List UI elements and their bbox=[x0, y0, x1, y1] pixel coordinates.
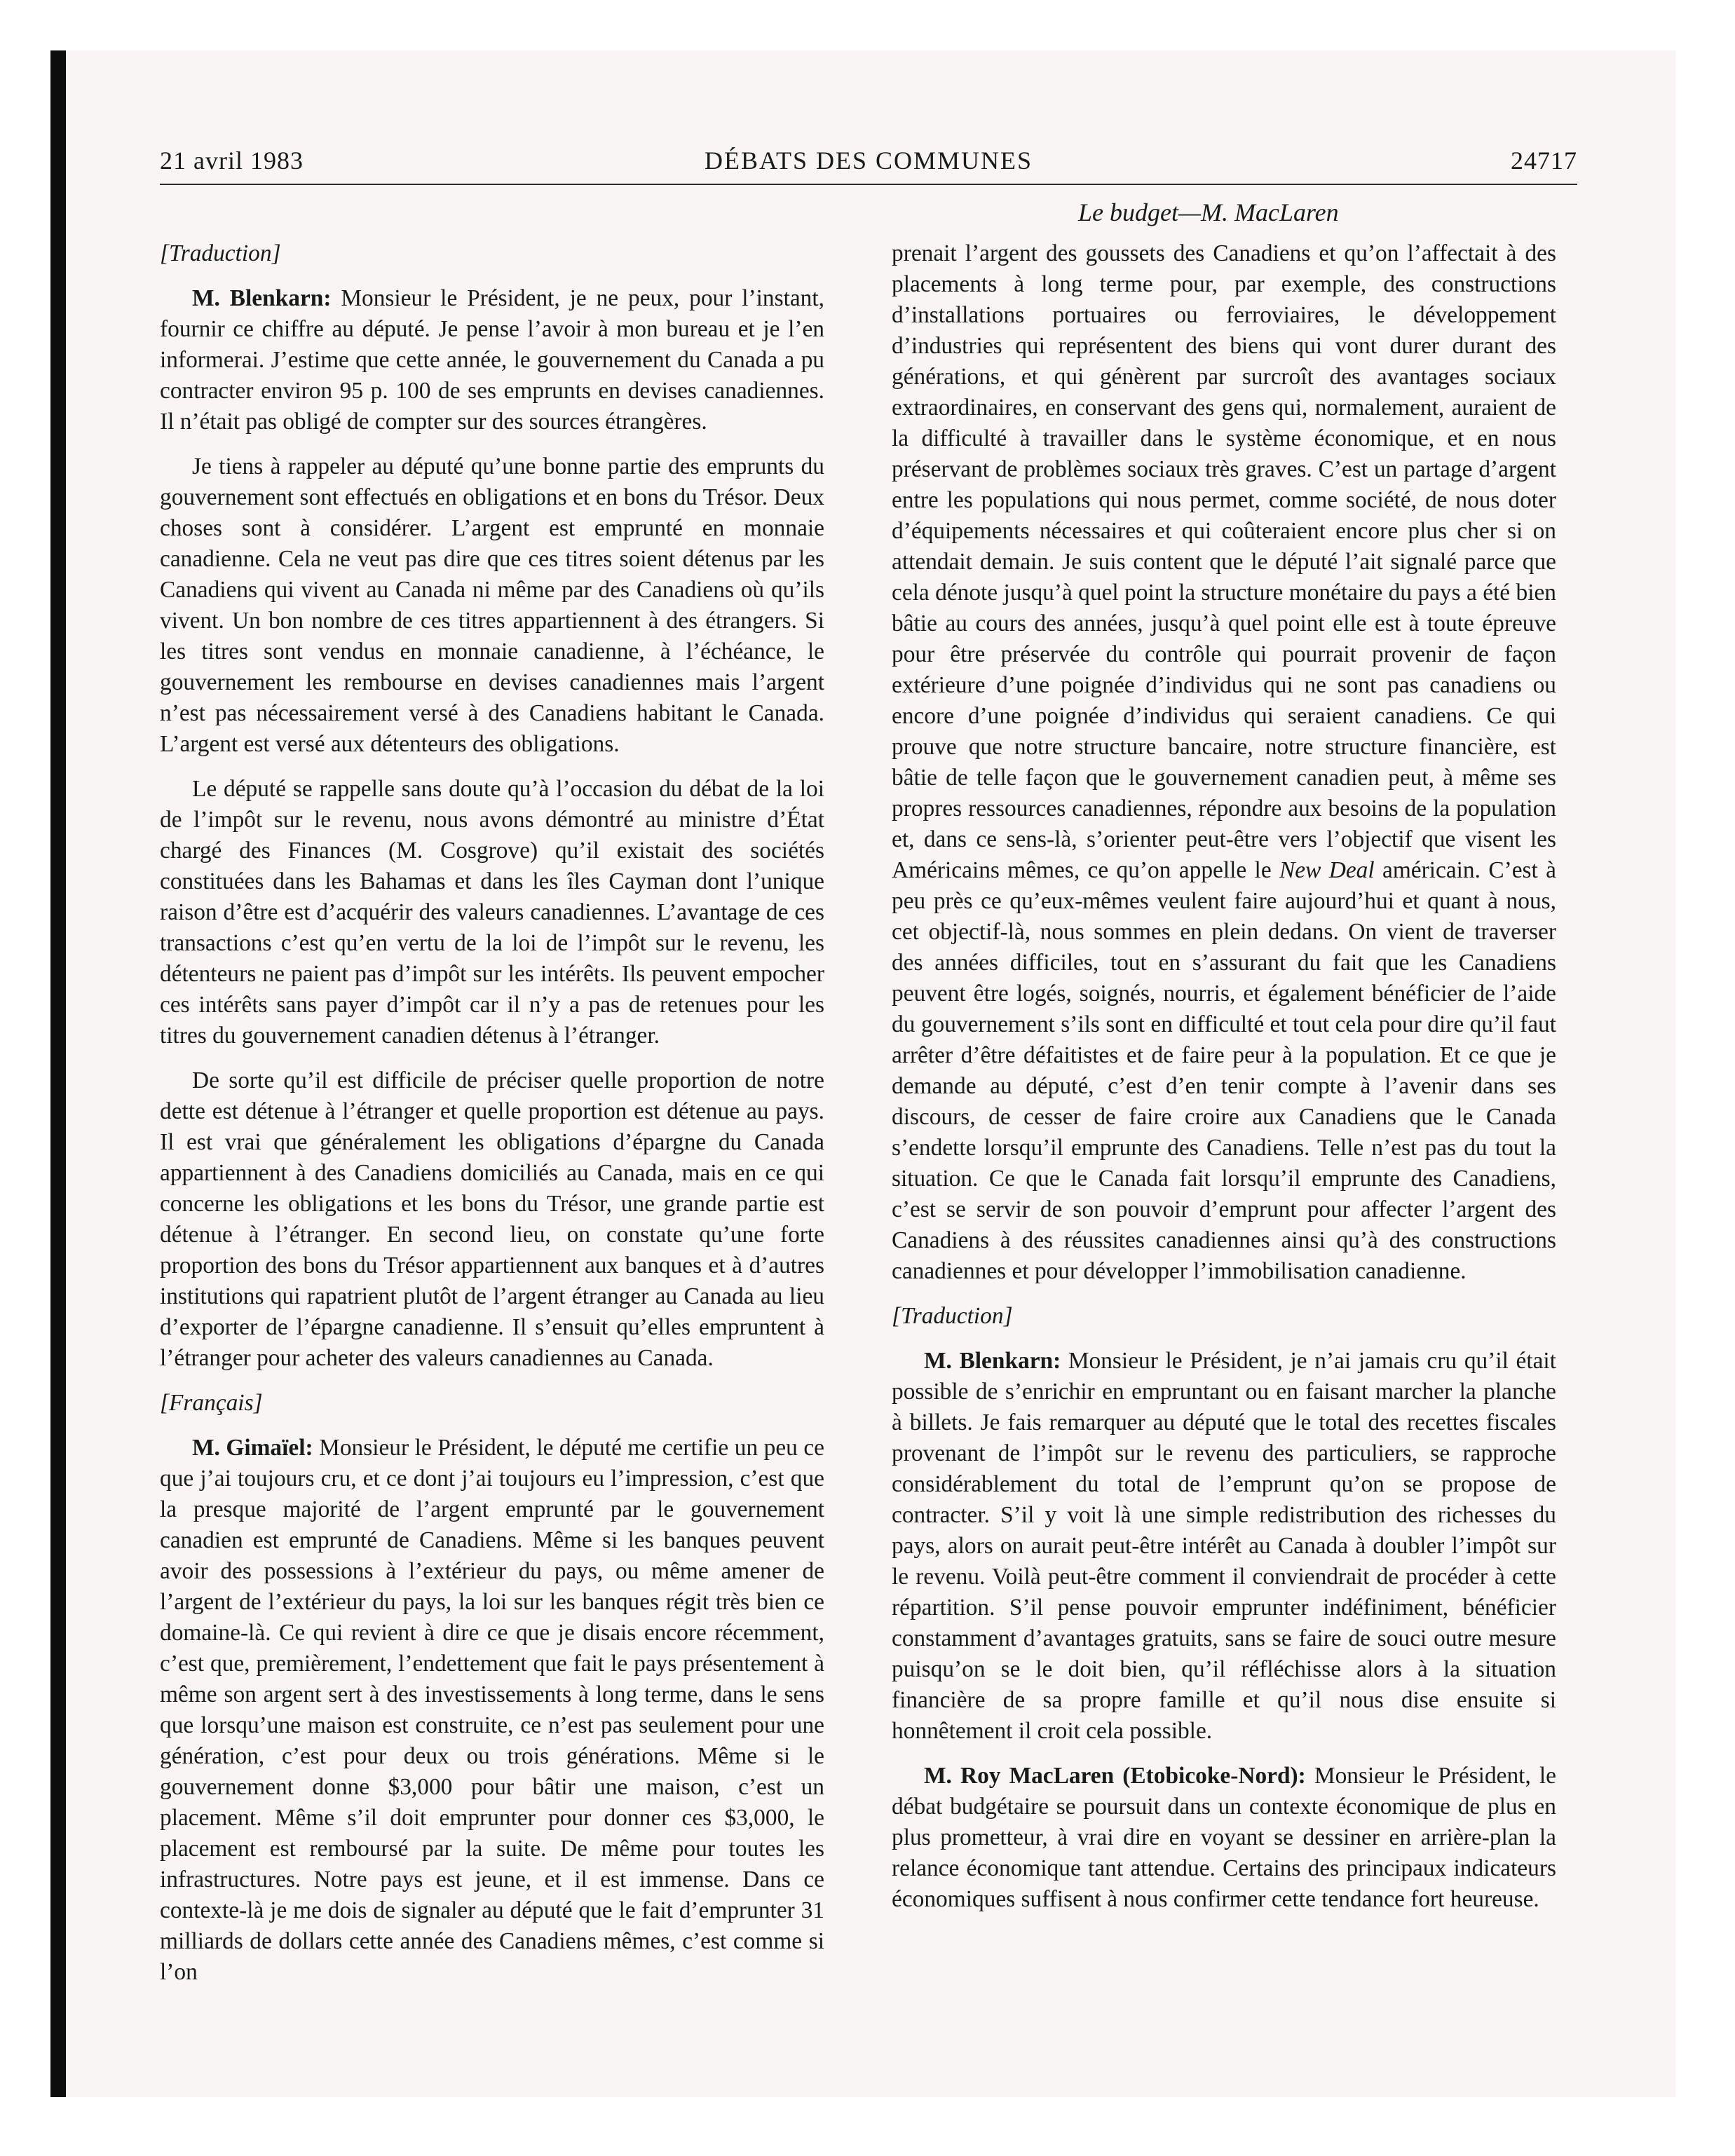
paragraph bbox=[160, 283, 824, 437]
paragraph-text: Monsieur le Président, le député me certifie un peu ce que j’ai toujours cru, et ce dont j’ai toujours eu l’impression, c’est que la presque majorité de l’argent emprunté par le gouvernement canadien est emprunté de Canadiens. Même si les banques peuvent avoir des possessions à l’extérieur du pays, ou même amener de l’argent de l’extérieur du pays, la loi sur les banques régit très bien ce domaine-là. Ce qui revient à dire ce que je disais encore récemment, c’est que, premièrement, l’endettement que fait le pays présentement à même son argent sert à des investissements à long terme, dans le sens que lorsqu’une maison est construite, ce n’est pas seulement pour une génération, c’est pour deux ou trois générations. Même si le gouvernement donne $3,000 pour bâtir une maison, c’est un placement. Même s’il doit emprunter pour donner ces $3,000, le placement est remboursé par la suite. De même pour toutes les infrastructures. Notre pays est jeune, et il est immense. Dans ce contexte-là je me dois de signaler au député que le fait d’emprunter 31 milliards de dollars cette année des Canadiens mêmes, c’est comme si l’on bbox=[160, 1435, 824, 1985]
paragraph-text: Monsieur le Président, le débat budgétaire se poursuit dans un contexte économique de plus en plus prometteur, à vrai dire en voyant se dessiner en arrière-plan la relance économique tant attendue. Certains des principaux indicateurs économiques suffisent à nous confirmer cette tendance fort heureuse. bbox=[892, 1763, 1556, 1912]
paragraph: Je tiens à rappeler au député qu’une bonne partie des emprunts du gouvernement sont effectués en obligations et en bons du Trésor. Deux choses sont à considérer. L’argent est emprunté en monnaie canadienne. Cela ne veut pas dire que ces titres soient détenus par les Canadiens qui vivent au Canada ni même par des Canadiens où qu’ils vivent. Un bon nombre de ces titres appartiennent à des étrangers. Si les titres sont vendus en monnaie canadienne, à l’échéance, le gouvernement les rembourse en devises canadiennes mais l’argent n’est pas nécessairement versé à des Canadiens habitant le Canada. L’argent est versé aux détenteurs des obligations. bbox=[160, 453, 824, 757]
language-tag: [Traduction] bbox=[160, 240, 281, 266]
speaker-name: M. Roy MacLaren (Etobicoke-Nord): bbox=[924, 1763, 1306, 1789]
header-page-number: 24717 bbox=[1511, 146, 1577, 175]
language-tag: [Traduction] bbox=[892, 1303, 1013, 1329]
paragraph: Le député se rappelle sans doute qu’à l’occasion du débat de la loi de l’impôt sur le revenu, nous avons démontré au ministre d’État chargé des Finances (M. Cosgrove) qu’il existait des sociétés constituées dans les Bahamas et dans les îles Cayman dont l’unique raison d’être est d’acquérir des valeurs canadiennes. L’avantage de ces transactions c’est qu’en vertu de la loi de l’impôt sur le revenu, les détenteurs ne paient pas d’impôt sur les intérêts. Ils peuvent empocher ces intérêts sans payer d’impôt car il n’y a pas de retenues pour les titres du gouvernement canadien détenus à l’étranger. bbox=[160, 776, 824, 1049]
paragraph bbox=[892, 1346, 1556, 1747]
paragraph-text: Monsieur le Président, je n’ai jamais cru qu’il était possible de s’enrichir en empruntant ou en faisant marcher la planche à billets. Je fais remarquer au député que le total des recettes fiscales provenant de l’impôt sur le revenu des particuliers, se rapproche considérablement du total de l’emprunt qu’on se propose de contracter. S’il y voit là une simple redistribution des richesses du pays, alors on aurait peut-être intérêt au Canada à doubler l’impôt sur le revenu. Voilà peut-être comment il conviendrait de procéder à cette répartition. S’il pense pouvoir emprunter indéfiniment, bénéficier constamment d’avantages gratuits, sans se faire de souci outre mesure puisqu’on se le doit bien, qu’il réfléchisse alors à la situation financière de sa propre famille et qu’il nous dise ensuite si honnêtement il croit cela possible. bbox=[892, 1348, 1556, 1744]
paragraph-text: Monsieur le Président, je ne peux, pour l’instant, fournir ce chiffre au député. Je pense l’avoir à mon bureau et je l’en informerai. J’estime que cette année, le gouvernement du Canada a pu contracter environ 95 p. 100 de ses emprunts en devises canadiennes. Il n’était pas obligé de compter sur des sources étrangères. bbox=[160, 285, 824, 435]
speaker-name: M. Blenkarn: bbox=[924, 1348, 1061, 1374]
paragraph bbox=[892, 238, 1556, 1287]
paragraph: De sorte qu’il est difficile de préciser quelle proportion de notre dette est détenue à l’étranger et quelle proportion est détenue au pays. Il est vrai que généralement les obligations d’épargne du Canada appartiennent à des Canadiens domiciliés au Canada, mais en ce qui concerne les obligations et les bons du Trésor, une grande partie est détenue à l’étranger. En second lieu, on constate qu’une forte proportion des bons du Trésor appartiennent aux banques et à d’autres institutions qui rapatrient plutôt de l’argent étranger au Canada au lieu d’exporter de l’épargne canadienne. Il s’ensuit qu’elles empruntent à l’étranger pour acheter des valeurs canadiennes au Canada. bbox=[160, 1067, 824, 1371]
paragraph bbox=[160, 1433, 824, 1988]
paragraph-text: américain. C’est à peu près ce qu’eux-mêmes veulent faire aujourd’hui et quant à nous, cet objectif-là, nous sommes en plein dedans. On vient de traverser des années difficiles, tout en s’assurant du fait que les Canadiens peuvent être logés, soignés, nourris, et également bénéficier de l’aide du gouvernement s’ils sont en difficulté et tout cela pour dire qu’il faut arrêter d’être défaitistes et de faire peur à la population. Et ce que je demande au député, c’est d’en tenir compte à l’avenir dans ses discours, de cesser de faire croire aux Canadiens que le Canada s’endette lorsqu’il emprunte des Canadiens. Telle n’est pas du tout la situation. Ce que le Canada fait lorsqu’il emprunte des Canadiens, c’est se servir de son pouvoir d’emprunt pour affecter l’argent des Canadiens à des réussites canadiennes ainsi qu’à des constructions canadiennes et pour développer l’immobilisation canadienne. bbox=[892, 857, 1556, 1284]
language-tag: [Français] bbox=[160, 1390, 263, 1416]
binding-edge bbox=[50, 50, 66, 2097]
speaker-name: M. Gimaïel: bbox=[192, 1435, 313, 1461]
running-head: Le budget—M. MacLaren bbox=[1078, 198, 1339, 226]
header-date: 21 avril 1983 bbox=[160, 146, 304, 175]
page-header bbox=[160, 144, 1577, 185]
paragraph bbox=[892, 1761, 1556, 1915]
emphasis-text: New Deal bbox=[1279, 857, 1375, 883]
paragraph-text: prenait l’argent des goussets des Canadiens et qu’on l’affectait à des placements à long terme pour, par exemple, des constructions d’installations portuaires ou ferroviaires, le développement d’industries qui représentent des biens qui vont durer durant des générations, et qui génèrent par surcroît des avantages sociaux extraordinaires, en conservant des gens qui, normalement, auraient de la difficulté à travailler dans le système économique, et en nous préservant de problèmes sociaux très graves. C’est un partage d’argent entre les populations qui nous permet, comme société, de nous doter d’équipements nécessaires et qui coûteraient encore plus cher si on attendait demain. Je suis content que le député l’ait signalé parce que cela dénote jusqu’à quel point la structure monétaire du pays a été bien bâtie au cours des années, jusqu’à quel point elle est à toute épreuve pour être préservée du contrôle qui pourrait provenir de façon extérieure d’une poignée d’individus qui ne sont pas canadiens ou encore d’une poignée d’individus qui seraient canadiens. Ce qui prouve que notre structure bancaire, notre structure financière, est bâtie de telle façon que le gouvernement canadien peut, à même ses propres ressources canadiennes, répondre aux besoins de la population et, dans ce sens-là, s’orienter peut-être vers l’objectif que visent les Américains mêmes, ce qu’on appelle le bbox=[892, 240, 1556, 883]
right-column bbox=[892, 238, 1556, 1929]
speaker-name: M. Blenkarn: bbox=[192, 285, 332, 311]
left-column bbox=[160, 238, 824, 2002]
header-title: DÉBATS DES COMMUNES bbox=[704, 146, 1033, 175]
